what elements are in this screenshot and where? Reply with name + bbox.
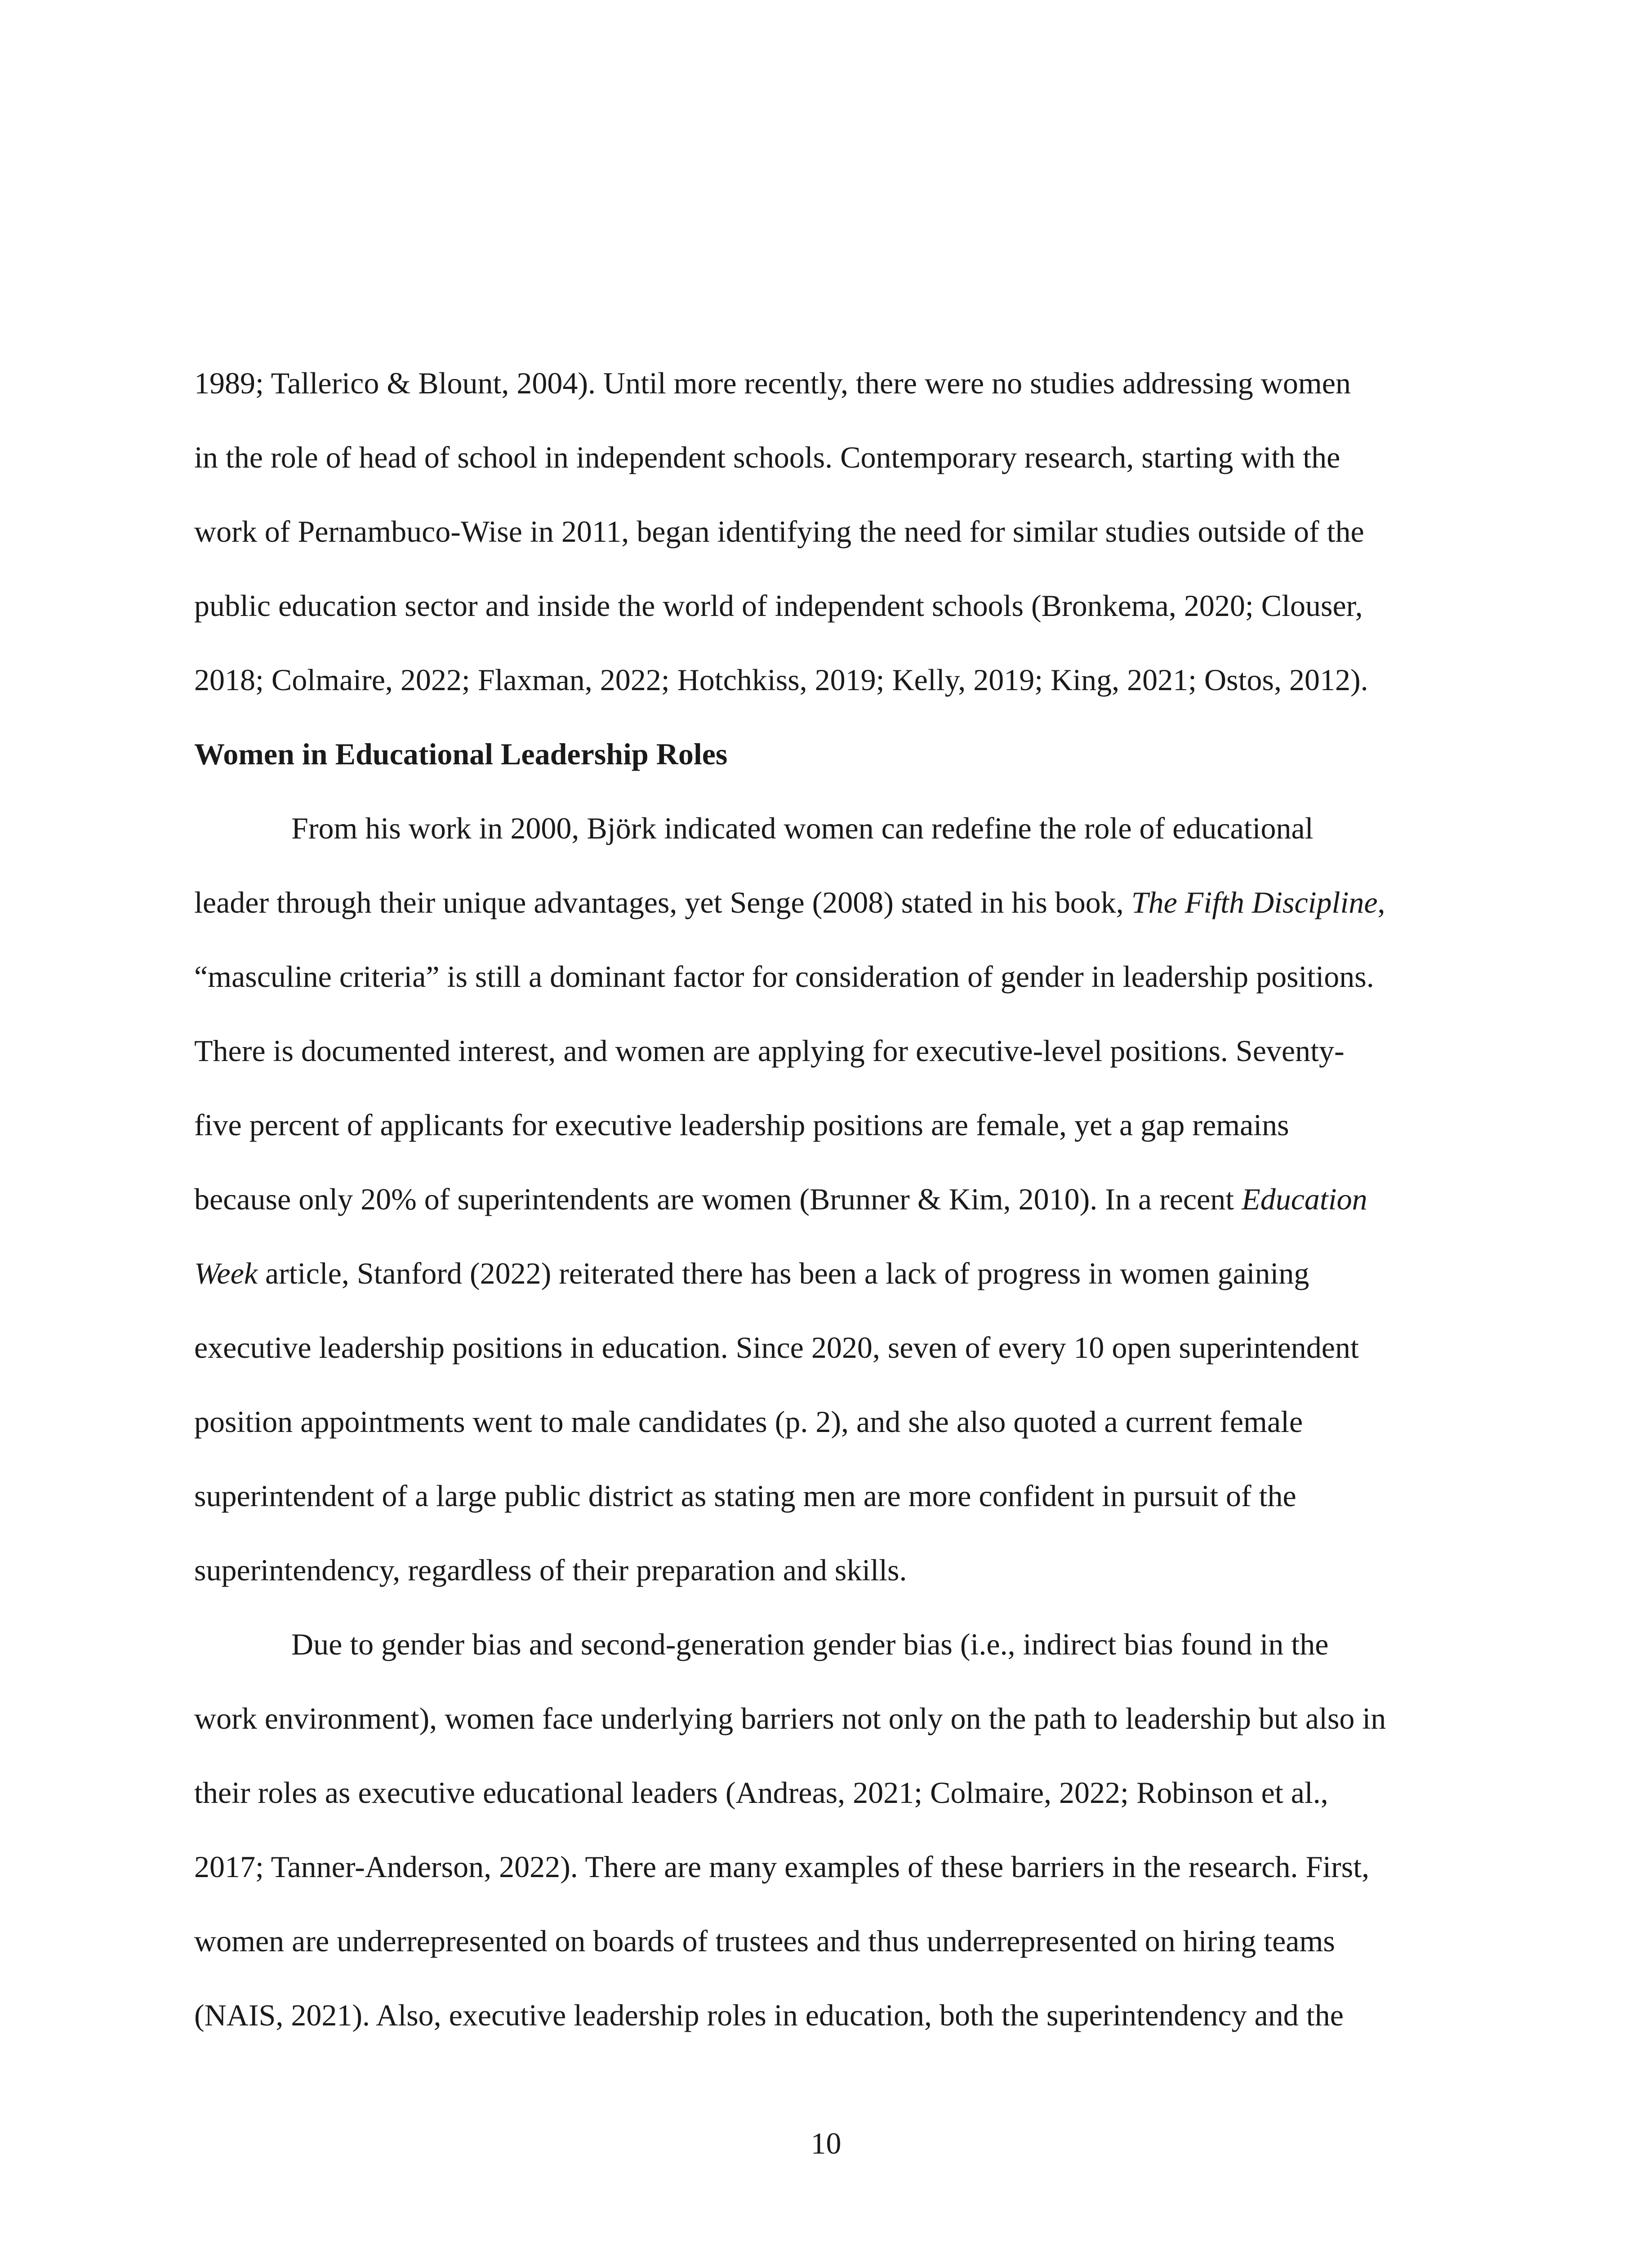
text-line: public education sector and inside the world of independent schools (Bronkema, 2020; Clouser, bbox=[194, 589, 1363, 623]
text-line bbox=[194, 884, 1385, 920]
text-line bbox=[194, 1255, 1309, 1291]
page-number: 10 bbox=[810, 2126, 842, 2160]
text-line: superintendent of a large public district as stating men are more confident in pursuit of the bbox=[194, 1479, 1296, 1513]
text-line: work environment), women face underlying barriers not only on the path to leadership but also in bbox=[194, 1701, 1386, 1735]
text-line: in the role of head of school in independent schools. Contemporary research, starting with the bbox=[194, 440, 1340, 474]
text-line: their roles as executive educational leaders (Andreas, 2021; Colmaire, 2022; Robinson et al., bbox=[194, 1775, 1328, 1810]
text-line: superintendency, regardless of their preparation and skills. bbox=[194, 1553, 907, 1587]
text-line: women are underrepresented on boards of trustees and thus underrepresented on hiring teams bbox=[194, 1924, 1335, 1958]
text-line: executive leadership positions in education. Since 2020, seven of every 10 open superintendent bbox=[194, 1330, 1359, 1365]
text-line: (NAIS, 2021). Also, executive leadership roles in education, both the superintendency and the bbox=[194, 1998, 1344, 2032]
text-span: , bbox=[1377, 885, 1385, 919]
text-line: work of Pernambuco-Wise in 2011, began identifying the need for similar studies outside of the bbox=[194, 514, 1364, 549]
book-title: The Fifth Discipline bbox=[1131, 885, 1378, 919]
text-line: five percent of applicants for executive leadership positions are female, yet a gap remains bbox=[194, 1108, 1289, 1142]
text-span: leader through their unique advantages, yet Senge (2008) stated in his book, bbox=[194, 885, 1131, 919]
publication-title: Education bbox=[1242, 1182, 1367, 1216]
text-line bbox=[194, 1181, 1367, 1217]
text-line: Due to gender bias and second-generation gender bias (i.e., indirect bias found in the bbox=[291, 1627, 1329, 1661]
section-heading: Women in Educational Leadership Roles bbox=[194, 737, 728, 771]
text-line: 1989; Tallerico & Blount, 2004). Until more recently, there were no studies addressing women bbox=[194, 366, 1351, 400]
text-span: because only 20% of superintendents are women (Brunner & Kim, 2010). In a recent bbox=[194, 1182, 1242, 1216]
text-line: position appointments went to male candidates (p. 2), and she also quoted a current female bbox=[194, 1405, 1303, 1439]
publication-title: Week bbox=[194, 1256, 258, 1290]
text-line: 2018; Colmaire, 2022; Flaxman, 2022; Hotchkiss, 2019; Kelly, 2019; King, 2021; Ostos, 2012). bbox=[194, 663, 1368, 697]
text-line: From his work in 2000, Björk indicated women can redefine the role of educational bbox=[291, 811, 1314, 845]
text-line: 2017; Tanner-Anderson, 2022). There are many examples of these barriers in the research. First, bbox=[194, 1850, 1370, 1884]
text-line: “masculine criteria” is still a dominant factor for consideration of gender in leadership positions. bbox=[194, 959, 1374, 994]
text-line: There is documented interest, and women are applying for executive-level positions. Seventy- bbox=[194, 1034, 1345, 1068]
text-span: article, Stanford (2022) reiterated there has been a lack of progress in women gaining bbox=[257, 1256, 1309, 1290]
